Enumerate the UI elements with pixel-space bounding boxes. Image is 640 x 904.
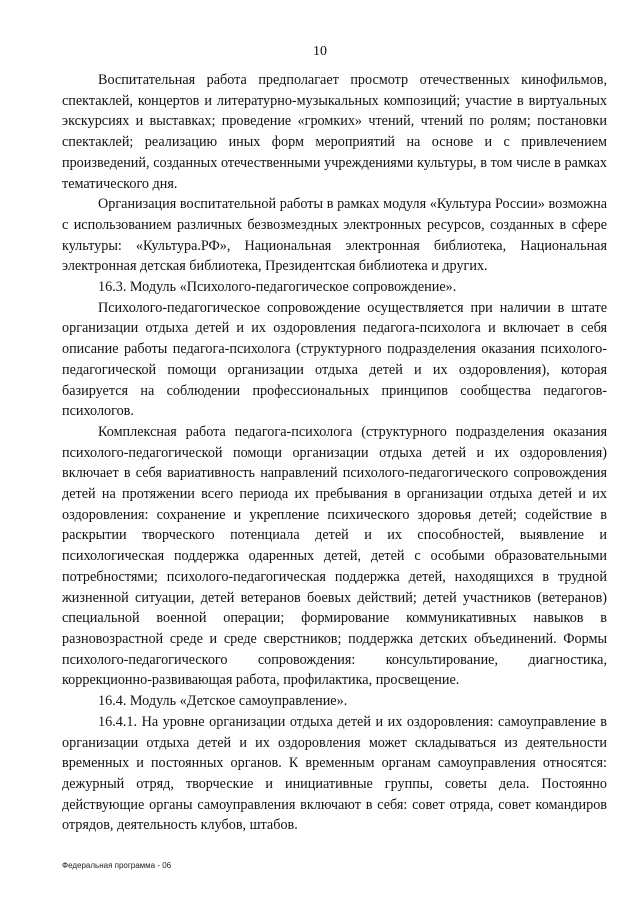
paragraph-psych-support: Психолого-педагогическое сопровождение осуществляется при наличии в штате организации отдыха детей и их оздоровления педагога-психолога и включает в себя описание работы педагога-психолога (структурного подразделения оказания психолого-педагогической помощи организации отдыха детей и их оздоровления), которая базируется на соблюдении профессиональных принципов сообщества педагогов-психологов. bbox=[62, 299, 607, 420]
footer-program-label: Федеральная программа - 06 bbox=[62, 861, 172, 870]
section-heading-16-4: 16.4. Модуль «Детское самоуправление». bbox=[98, 693, 348, 710]
paragraph-educational-work: Воспитательная работа предполагает просмотр отечественных кинофильмов, спектаклей, концертов и литературно-музыкальных композиций; участие в виртуальных экскурсиях и выставках; проведение «громких» чтений, чтений по ролям; постановки спектаклей; реализацию иных форм мероприятий на основе и с привлечением произведений, созданных отечественными учреждениями культуры, в том числе в рамках тематического дня. bbox=[62, 72, 607, 192]
paragraph-complex-work: Комплексная работа педагога-психолога (структурного подразделения оказания психолого-педагогической помощи организации отдыха детей и их оздоровления) включает в себя вариативность направлений психолого-педагогического сопровождения детей на протяжении всего периода их пребывания в организации отдыха детей и их оздоровления: сохранение и укрепление психического здоровья детей; содействие в раскрытии творческого потенциала детей и их способностей, выявление и психологическая поддержка одаренных детей, детей с особыми образовательными потребностями; психолого-педагогическая поддержка детей, находящихся в трудной жизненной ситуации, детей ветеранов боевых действий; детей участников (ветеранов) специальной военной операции; формирование коммуникативных навыков в разновозрастной среде и среде сверстников; поддержка детских объединений. Формы психолого-педагогического сопровождения: консультирование, диагностика, коррекционно-развивающая работа, профилактика, просвещение. bbox=[62, 423, 607, 689]
page-number: 10 bbox=[313, 44, 327, 59]
section-heading-16-3: 16.3. Модуль «Психолого-педагогическое сопровождение». bbox=[98, 279, 457, 296]
paragraph-self-government: 16.4.1. На уровне организации отдыха детей и их оздоровления: самоуправление в организации отдыха детей и их оздоровления может складываться из деятельности временных и постоянных органов. К временным органам самоуправления относятся: дежурный отряд, творческие и инициативные группы, советы дела. Постоянно действующие органы самоуправления включают в себя: совет отряда, совет командиров отрядов, деятельность клубов, штабов. bbox=[62, 713, 607, 834]
document-body bbox=[62, 70, 607, 836]
paragraph-culture-resources: Организация воспитательной работы в рамках модуля «Культура России» возможна с использованием различных безвозмездных электронных ресурсов, созданных в сфере культуры: «Культура.РФ», Национальная электронная библиотека, Национальная электронная детская библиотека, Президентская библиотека и других. bbox=[62, 196, 607, 275]
